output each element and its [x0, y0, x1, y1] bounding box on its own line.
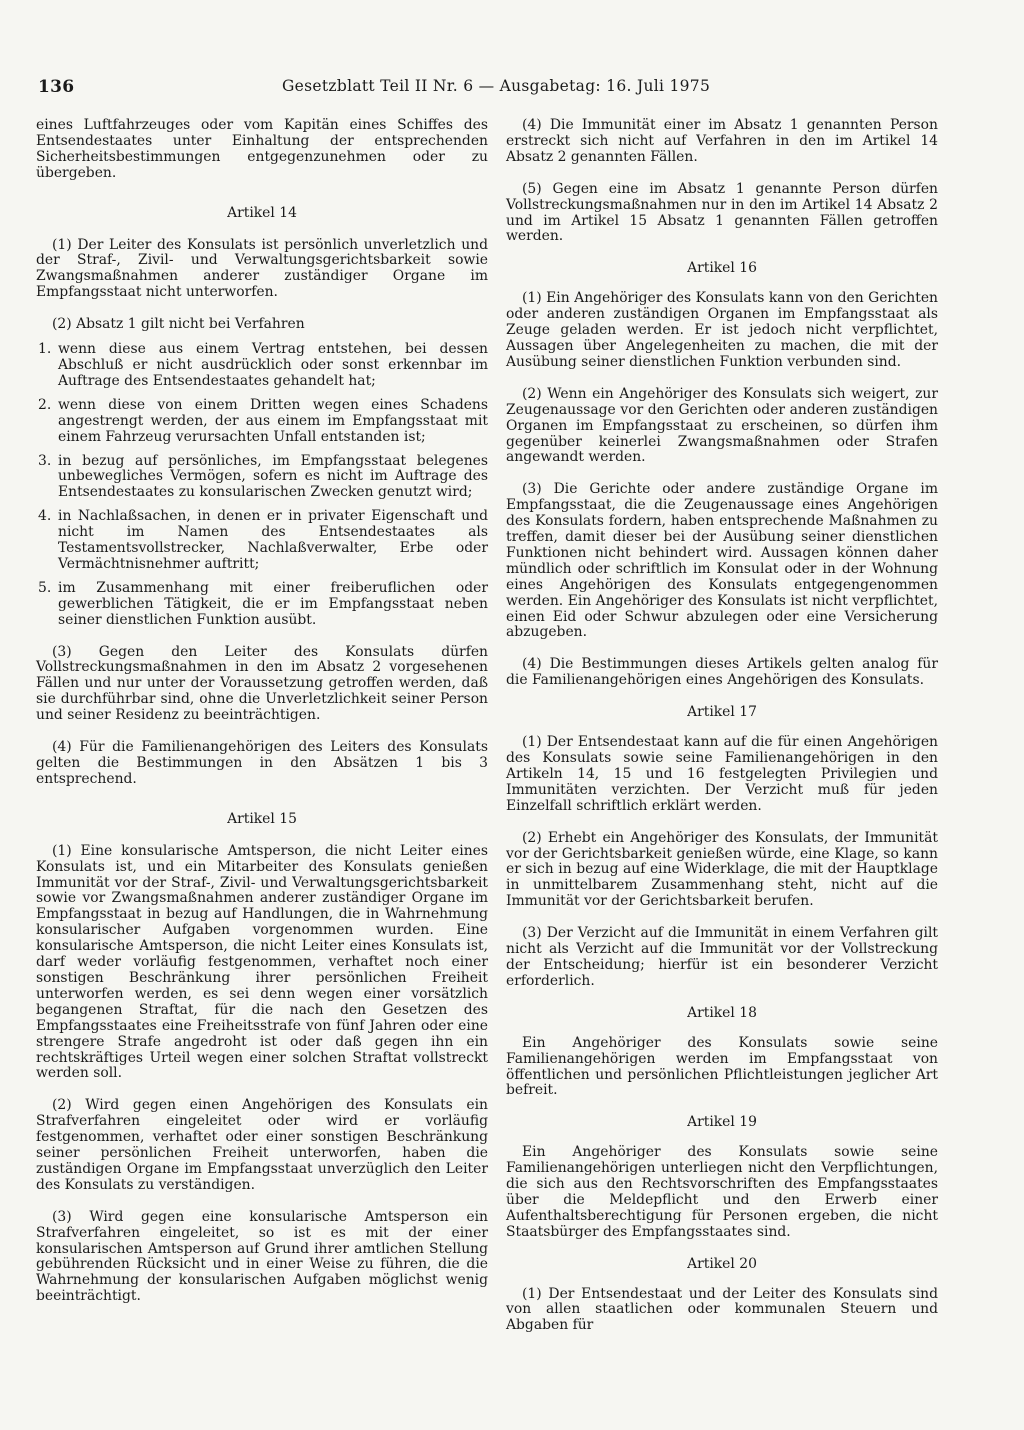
- article-16-para-3: (3) Die Gerichte oder andere zuständige Organe im Empfangsstaat, die die Zeugenaussage eines Angehörigen des Konsulats fordern, haben entsprechende Maßnahmen zu treffen, damit dieser bei der Ausübung seiner dienstlichen Funktionen nicht behindert wird. Aussagen können daher mündlich oder schriftlich im Konsulat oder in der Wohnung eines Angehörigen des Konsulats entgegengenommen werden. Ein Angehöriger des Konsulats ist nicht verpflichtet, einen Eid oder Schwur abzulegen oder eine Versicherung abzugeben.: [506, 481, 938, 641]
- article-18-para-1: Ein Angehöriger des Konsulats sowie seine Familienangehörigen werden im Empfangsstaat von öffentlichen und persönlichen Pflichtleistungen jeglicher Art befreit.: [506, 1034, 938, 1099]
- continuation-paragraph: eines Luftfahrzeuges oder vom Kapitän eines Schiffes des Entsendestaates unter Einhaltung der entsprechenden Sicherheitsbestimmungen entgegenzunehmen oder zu übergeben.: [36, 117, 488, 181]
- list-item-number: 4.: [38, 508, 52, 525]
- article-14-para-1: (1) Der Leiter des Konsulats ist persönlich unverletzlich und der Straf-, Zivil- und Verwaltungsgerichtsbarkeit sowie Zwangsmaßnahmen anderer zuständiger Organe im Empfangsstaat nicht unterworfen.: [36, 236, 488, 301]
- right-column: [506, 118, 938, 1350]
- list-item-text: wenn diese von einem Dritten wegen eines Schadens angestrengt werden, der aus einem im Empfangsstaat mit einem Fahrzeug verursachten Unfall entstanden ist;: [58, 396, 488, 445]
- article-15-para-3: (3) Wird gegen eine konsularische Amtsperson ein Strafverfahren eingeleitet, so ist es mit der einer konsularischen Amtsperson auf Grund ihrer amtlichen Stellung gebührenden Rücksicht und in einer Weise zu führen, die die Wahrnehmung der konsularischen Aufgaben möglichst wenig beeinträchtigt.: [36, 1208, 488, 1305]
- list-item-text: in Nachlaßsachen, in denen er in privater Eigenschaft und nicht im Namen des Entsendestaates als Testamentsvollstrecker, Nachlaßverwalter, Erbe oder Vermächtnisnehmer auftritt;: [58, 508, 488, 572]
- list-item-number: 5.: [38, 579, 52, 596]
- article-17-para-1: (1) Der Entsendestaat kann auf die für einen Angehörigen des Konsulats sowie seine Familienangehörigen in den Artikeln 14, 15 und 16 festgelegten Privilegien und Immunitäten verzichten. Der Verzicht muß für jeden Einzelfall schriftlich erklärt werden.: [506, 734, 938, 814]
- page-header: [38, 77, 984, 103]
- list-item-text: in bezug auf persönliches, im Empfangsstaat belegenes unbewegliches Vermögen, sofern es nicht im Auftrage des Entsendestaates zu konsularischen Zwecken genutzt wird;: [58, 452, 488, 501]
- article-14-para-3: (3) Gegen den Leiter des Konsulats dürfen Vollstreckungsmaßnahmen in den im Absatz 2 vorgesehenen Fällen und nur unter der Voraussetzung getroffen werden, daß sie durchführbar sind, ohne die Unverletzlichkeit seiner Person und seiner Residenz zu beeinträchtigen.: [36, 643, 488, 724]
- article-20-heading: Artikel 20: [687, 1255, 757, 1272]
- article-17-para-2: (2) Erhebt ein Angehöriger des Konsulats, der Immunität vor der Gerichtsbarkeit genießen würde, eine Klage, so kann er sich in bezug auf eine Widerklage, die mit der Hauptklage in unmittelbarem Zusammenhang steht, nicht auf die Immunität vor der Gerichtsbarkeit berufen.: [506, 829, 938, 910]
- article-16-para-4: (4) Die Bestimmungen dieses Artikels gelten analog für die Familienangehörigen eines Angehörigen des Konsulats.: [506, 656, 938, 689]
- article-16-para-2: (2) Wenn ein Angehöriger des Konsulats sich weigert, zur Zeugenaussage vor den Gerichten oder anderen zuständigen Organen im Empfangsstaat zu erscheinen, so dürfen ihm gegenüber keinerlei Zwangsmaßnahmen oder Strafen angewandt werden.: [506, 385, 938, 466]
- article-14-list: [36, 342, 488, 629]
- article-15-para-2: (2) Wird gegen einen Angehörigen des Konsulats ein Strafverfahren eingeleitet oder wird er vorläufig festgenommen, verhaftet oder einer sonstigen Beschränkung seiner persönlichen Freiheit unterworfen, haben die zuständigen Organe im Empfangsstaat unverzüglich den Leiter des Konsulats zu verständigen.: [36, 1097, 488, 1193]
- article-17-heading: Artikel 17: [687, 704, 757, 721]
- article-19-para-1: Ein Angehöriger des Konsulats sowie seine Familienangehörigen unterliegen nicht den Verpflichtungen, die sich aus den Rechtsvorschriften des Empfangsstaates über die Meldepflicht und den Erwerb einer Aufenthaltsberechtigung für Personen ergeben, die nicht Staatsbürger des Empfangsstaates sind.: [506, 1144, 938, 1240]
- list-item-number: 3.: [38, 452, 52, 469]
- list-item: [36, 454, 488, 502]
- list-item: [36, 398, 488, 446]
- list-item: [36, 342, 488, 390]
- list-item: [36, 509, 488, 573]
- article-14-para-4: (4) Für die Familienangehörigen des Leiters des Konsulats gelten die Bestimmungen in den Absätzen 1 bis 3 entsprechend.: [36, 739, 488, 787]
- article-14-heading: Artikel 14: [227, 204, 297, 221]
- article-16-para-1: (1) Ein Angehöriger des Konsulats kann von den Gerichten oder anderen zuständigen Organen im Empfangsstaat als Zeuge geladen werden. Er ist jedoch nicht verpflichtet, Aussagen über Angelegenheiten zu machen, die mit der Ausübung seiner dienstlichen Funktion verbunden sind.: [506, 290, 938, 370]
- article-15-heading: Artikel 15: [227, 810, 297, 827]
- article-18-heading: Artikel 18: [687, 1004, 757, 1021]
- article-15-para-5: (5) Gegen eine im Absatz 1 genannte Person dürfen Vollstreckungsmaßnahmen nur in den im Artikel 14 Absatz 2 und im Artikel 15 Absatz 1 genannten Fällen getroffen werden.: [506, 180, 938, 245]
- article-17-para-3: (3) Der Verzicht auf die Immunität in einem Verfahren gilt nicht als Verzicht auf die Immunität vor der Vollstreckung der Entscheidung; hierfür ist ein besonderer Verzicht erforderlich.: [506, 925, 938, 989]
- list-item-text: im Zusammenhang mit einer freiberuflichen oder gewerblichen Tätigkeit, die er im Empfangsstaat neben seiner dienstlichen Funktion ausübt.: [58, 579, 488, 628]
- article-15-para-1: (1) Eine konsularische Amtsperson, die nicht Leiter eines Konsulats ist, und ein Mitarbeiter des Konsulats genießen Immunität vor der Straf-, Zivil- und Verwaltungsgerichtsbarkeit sowie vor Zwangsmaßnahmen anderer zuständiger Organe im Empfangsstaat in bezug auf Handlungen, die in Wahrnehmung konsularischer Aufgaben vorgenommen wurden. Eine konsularische Amtsperson, die nicht Leiter eines Konsulats ist, darf weder vorläufig festgenommen, verhaftet noch einer sonstigen Beschränkung ihrer persönlichen Freiheit unterworfen werden, es sei denn wegen einer vorsätzlich begangenen Straftat, für die nach den Gesetzen des Empfangsstaates eine Freiheitsstrafe von fünf Jahren oder eine strengere Strafe angedroht ist oder daß gegen ihn ein rechtskräftiges Urteil wegen einer solchen Straftat vollstreckt werden soll.: [36, 842, 488, 1082]
- list-item-text: wenn diese aus einem Vertrag entstehen, bei dessen Abschluß er nicht ausdrücklich oder sonst erkennbar im Auftrage des Entsendestaates gehandelt hat;: [58, 341, 488, 389]
- article-14-para-2-intro: (2) Absatz 1 gilt nicht bei Verfahren: [52, 316, 305, 333]
- article-16-heading: Artikel 16: [687, 260, 757, 277]
- page-number: 136: [38, 77, 75, 97]
- running-title: Gesetzblatt Teil II Nr. 6 — Ausgabetag: 16. Juli 1975: [282, 77, 711, 95]
- article-20-para-1: (1) Der Entsendestaat und der Leiter des Konsulats sind von allen staatlichen oder kommunalen Steuern und Abgaben für: [506, 1285, 938, 1334]
- list-item: [36, 581, 488, 629]
- article-19-heading: Artikel 19: [687, 1114, 757, 1131]
- list-item-number: 2.: [38, 396, 52, 413]
- left-column: [36, 118, 488, 1321]
- list-item-number: 1.: [38, 341, 52, 358]
- article-15-para-4: (4) Die Immunität einer im Absatz 1 genannten Person erstreckt sich nicht auf Verfahren in den im Artikel 14 Absatz 2 genannten Fällen.: [506, 117, 938, 165]
